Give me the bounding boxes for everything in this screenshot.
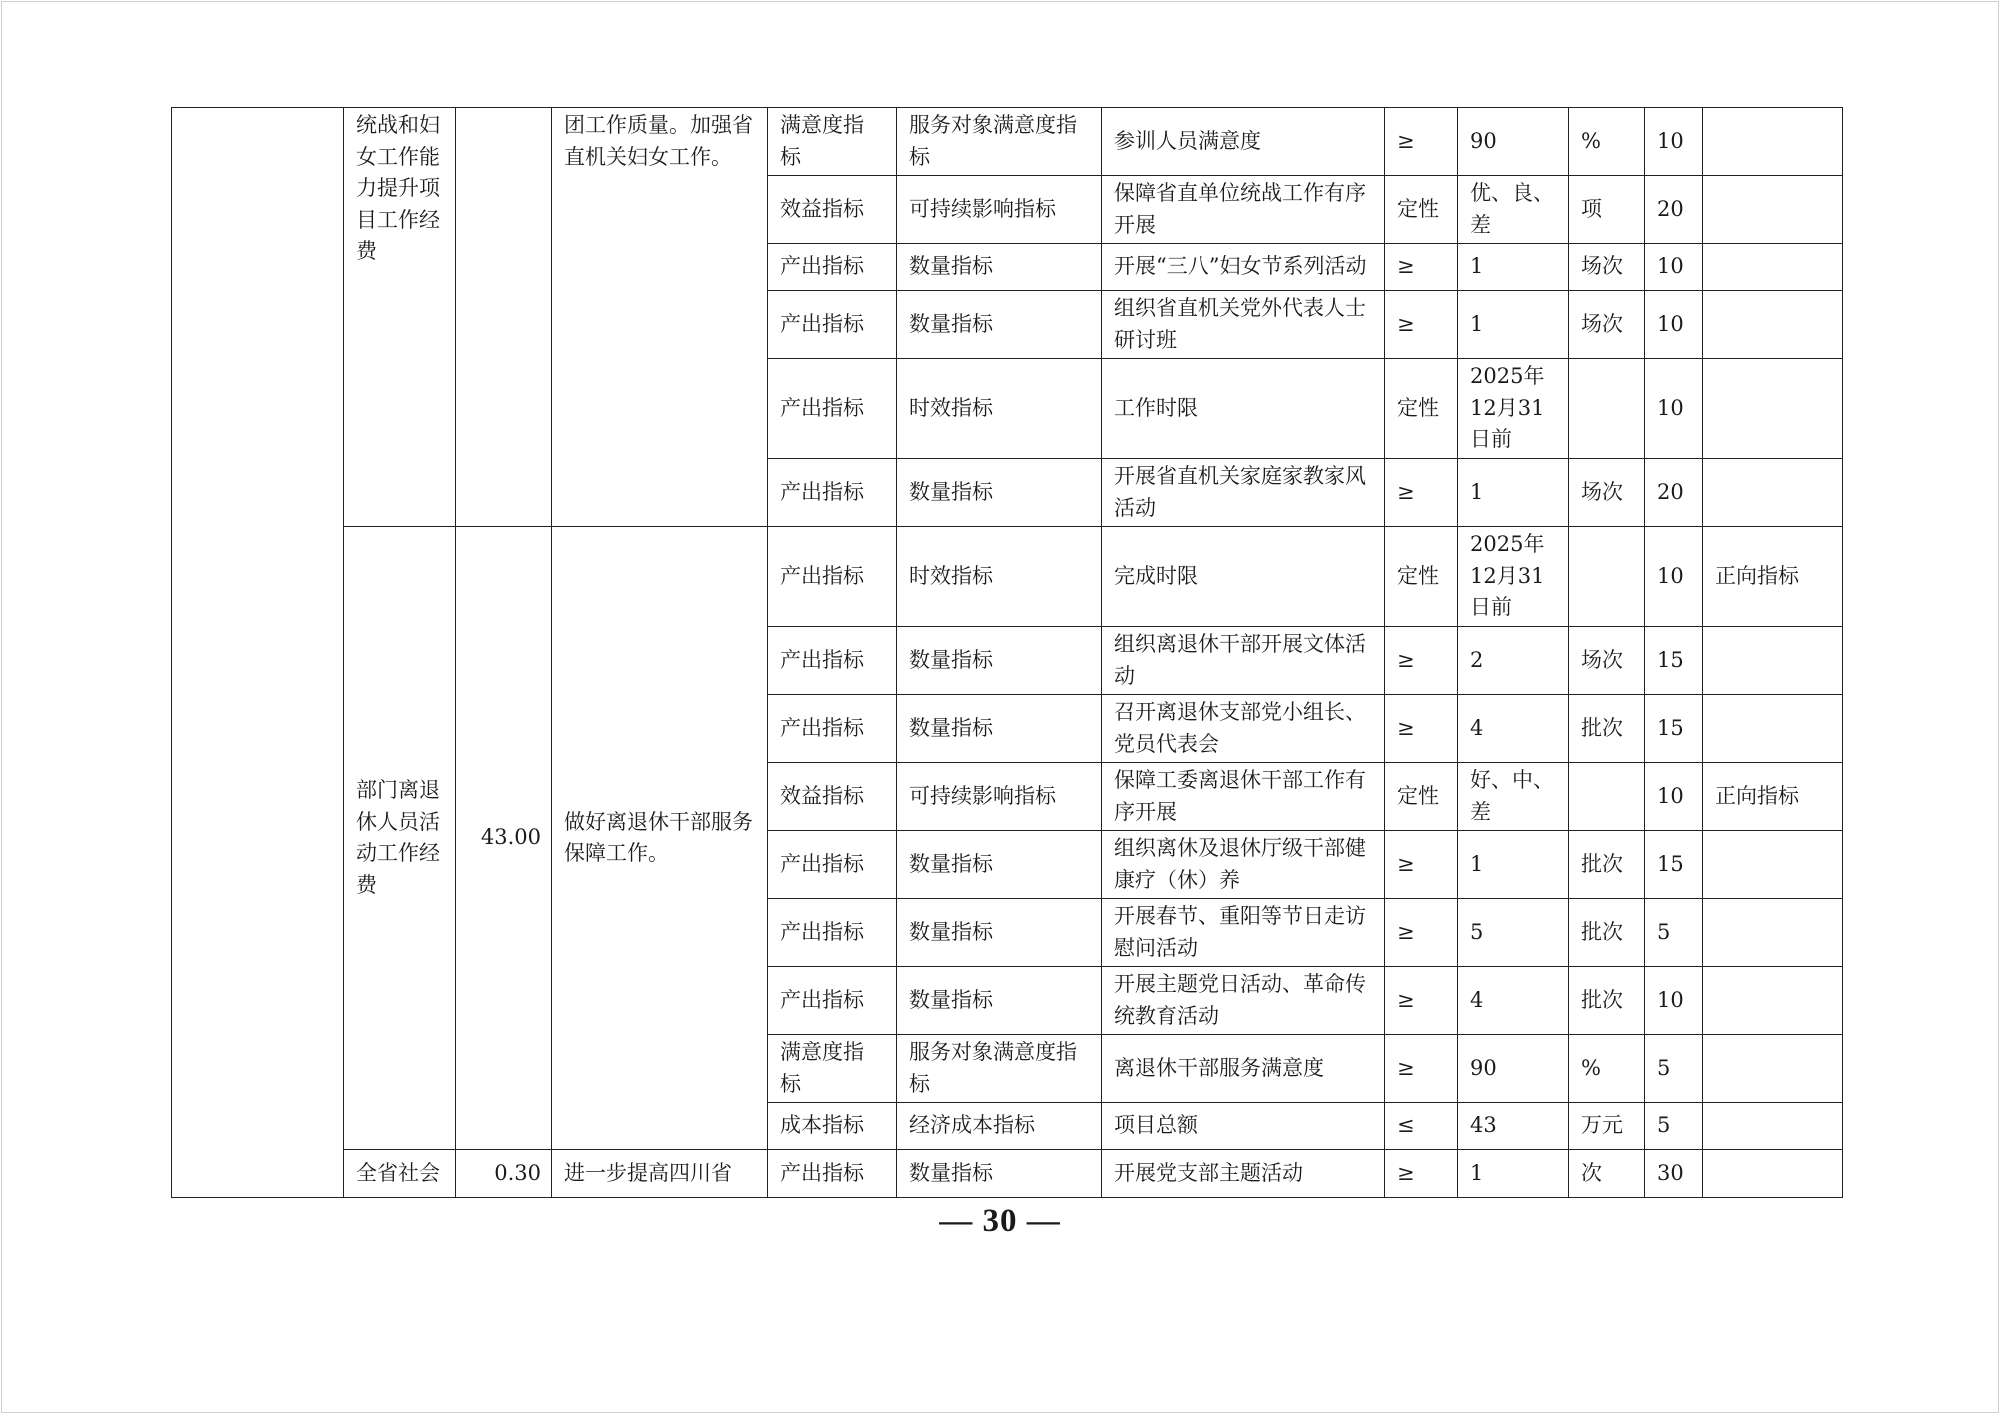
note-cell [1703, 1035, 1843, 1103]
weight-cell: 10 [1645, 108, 1703, 176]
target-value-cell: 4 [1458, 695, 1569, 763]
level3-indicator-cell: 开展党支部主题活动 [1102, 1150, 1385, 1198]
operator-cell: ≥ [1385, 459, 1458, 527]
unit-cell: 批次 [1569, 831, 1645, 899]
target-value-cell: 4 [1458, 967, 1569, 1035]
weight-cell: 15 [1645, 831, 1703, 899]
target-value-cell: 2025年12月31日前 [1458, 359, 1569, 459]
level2-indicator-cell: 经济成本指标 [897, 1103, 1102, 1150]
target-value-cell: 1 [1458, 1150, 1569, 1198]
level2-indicator-cell: 数量指标 [897, 291, 1102, 359]
level1-indicator-cell: 产出指标 [768, 831, 897, 899]
weight-cell: 10 [1645, 291, 1703, 359]
level3-indicator-cell: 项目总额 [1102, 1103, 1385, 1150]
level1-indicator-cell: 产出指标 [768, 899, 897, 967]
note-cell: 正向指标 [1703, 527, 1843, 627]
weight-cell: 15 [1645, 627, 1703, 695]
weight-cell: 5 [1645, 899, 1703, 967]
note-cell [1703, 1150, 1843, 1198]
unit-cell: 批次 [1569, 695, 1645, 763]
note-cell [1703, 459, 1843, 527]
target-value-cell: 90 [1458, 108, 1569, 176]
unit-cell: 场次 [1569, 627, 1645, 695]
level3-indicator-cell: 保障工委离退休干部工作有序开展 [1102, 763, 1385, 831]
note-cell: 正向指标 [1703, 763, 1843, 831]
note-cell [1703, 967, 1843, 1035]
weight-cell: 10 [1645, 967, 1703, 1035]
level2-indicator-cell: 数量指标 [897, 831, 1102, 899]
level1-indicator-cell: 产出指标 [768, 359, 897, 459]
weight-cell: 10 [1645, 763, 1703, 831]
level1-indicator-cell: 产出指标 [768, 291, 897, 359]
unit-cell [1569, 527, 1645, 627]
level2-indicator-cell: 数量指标 [897, 695, 1102, 763]
note-cell [1703, 108, 1843, 176]
level2-indicator-cell: 数量指标 [897, 244, 1102, 291]
weight-cell: 5 [1645, 1103, 1703, 1150]
project-objective-cell: 做好离退休干部服务保障工作。 [552, 527, 768, 1150]
weight-cell: 10 [1645, 244, 1703, 291]
unit-cell [1569, 763, 1645, 831]
target-value-cell: 2 [1458, 627, 1569, 695]
target-value-cell: 90 [1458, 1035, 1569, 1103]
target-value-cell: 1 [1458, 291, 1569, 359]
project-amount-cell: 43.00 [456, 527, 552, 1150]
note-cell [1703, 695, 1843, 763]
table-row [172, 527, 1843, 627]
level1-indicator-cell: 产出指标 [768, 244, 897, 291]
weight-cell: 15 [1645, 695, 1703, 763]
note-cell [1703, 627, 1843, 695]
level1-indicator-cell: 产出指标 [768, 627, 897, 695]
project-amount-cell: 0.30 [456, 1150, 552, 1198]
page-number: — 30 — [939, 1203, 1061, 1239]
operator-cell: ≥ [1385, 967, 1458, 1035]
level1-indicator-cell: 效益指标 [768, 176, 897, 244]
note-cell [1703, 359, 1843, 459]
unit-cell: 场次 [1569, 244, 1645, 291]
department-cell [172, 108, 344, 1198]
level2-indicator-cell: 时效指标 [897, 527, 1102, 627]
level3-indicator-cell: 开展主题党日活动、革命传统教育活动 [1102, 967, 1385, 1035]
operator-cell: 定性 [1385, 763, 1458, 831]
level1-indicator-cell: 成本指标 [768, 1103, 897, 1150]
note-cell [1703, 244, 1843, 291]
operator-cell: ≥ [1385, 108, 1458, 176]
level1-indicator-cell: 产出指标 [768, 527, 897, 627]
level2-indicator-cell: 服务对象满意度指标 [897, 1035, 1102, 1103]
level2-indicator-cell: 数量指标 [897, 899, 1102, 967]
level3-indicator-cell: 组织离休及退休厅级干部健康疗（休）养 [1102, 831, 1385, 899]
level3-indicator-cell: 完成时限 [1102, 527, 1385, 627]
target-value-cell: 1 [1458, 831, 1569, 899]
operator-cell: 定性 [1385, 527, 1458, 627]
level2-indicator-cell: 数量指标 [897, 627, 1102, 695]
level2-indicator-cell: 时效指标 [897, 359, 1102, 459]
level3-indicator-cell: 工作时限 [1102, 359, 1385, 459]
level1-indicator-cell: 产出指标 [768, 1150, 897, 1198]
level2-indicator-cell: 可持续影响指标 [897, 176, 1102, 244]
note-cell [1703, 176, 1843, 244]
level2-indicator-cell: 数量指标 [897, 967, 1102, 1035]
level3-indicator-cell: 保障省直单位统战工作有序开展 [1102, 176, 1385, 244]
operator-cell: ≥ [1385, 695, 1458, 763]
unit-cell: 项 [1569, 176, 1645, 244]
operator-cell: ≥ [1385, 899, 1458, 967]
performance-indicator-table [171, 107, 1843, 1198]
table-body [172, 108, 1843, 1198]
target-value-cell: 1 [1458, 244, 1569, 291]
target-value-cell: 5 [1458, 899, 1569, 967]
unit-cell: 次 [1569, 1150, 1645, 1198]
target-value-cell: 优、良、差 [1458, 176, 1569, 244]
unit-cell: % [1569, 1035, 1645, 1103]
table-row [172, 108, 1843, 176]
weight-cell: 30 [1645, 1150, 1703, 1198]
project-amount-cell [456, 108, 552, 527]
level2-indicator-cell: 数量指标 [897, 459, 1102, 527]
level3-indicator-cell: 召开离退休支部党小组长、党员代表会 [1102, 695, 1385, 763]
level1-indicator-cell: 产出指标 [768, 967, 897, 1035]
level1-indicator-cell: 效益指标 [768, 763, 897, 831]
level2-indicator-cell: 可持续影响指标 [897, 763, 1102, 831]
operator-cell: 定性 [1385, 359, 1458, 459]
level1-indicator-cell: 产出指标 [768, 695, 897, 763]
project-objective-cell: 进一步提高四川省 [552, 1150, 768, 1198]
target-value-cell: 43 [1458, 1103, 1569, 1150]
level3-indicator-cell: 开展春节、重阳等节日走访慰问活动 [1102, 899, 1385, 967]
unit-cell: 场次 [1569, 291, 1645, 359]
operator-cell: ≤ [1385, 1103, 1458, 1150]
note-cell [1703, 1103, 1843, 1150]
level2-indicator-cell: 服务对象满意度指标 [897, 108, 1102, 176]
level1-indicator-cell: 满意度指标 [768, 108, 897, 176]
project-name-cell: 部门离退休人员活动工作经费 [344, 527, 456, 1150]
level3-indicator-cell: 离退休干部服务满意度 [1102, 1035, 1385, 1103]
target-value-cell: 好、中、差 [1458, 763, 1569, 831]
project-name-cell: 统战和妇女工作能力提升项目工作经费 [344, 108, 456, 527]
weight-cell: 5 [1645, 1035, 1703, 1103]
weight-cell: 20 [1645, 459, 1703, 527]
operator-cell: ≥ [1385, 831, 1458, 899]
level3-indicator-cell: 参训人员满意度 [1102, 108, 1385, 176]
unit-cell: 批次 [1569, 967, 1645, 1035]
level3-indicator-cell: 组织省直机关党外代表人士研讨班 [1102, 291, 1385, 359]
weight-cell: 20 [1645, 176, 1703, 244]
unit-cell [1569, 359, 1645, 459]
target-value-cell: 1 [1458, 459, 1569, 527]
level3-indicator-cell: 组织离退休干部开展文体活动 [1102, 627, 1385, 695]
note-cell [1703, 831, 1843, 899]
note-cell [1703, 291, 1843, 359]
level1-indicator-cell: 产出指标 [768, 459, 897, 527]
project-name-cell: 全省社会 [344, 1150, 456, 1198]
level2-indicator-cell: 数量指标 [897, 1150, 1102, 1198]
unit-cell: 批次 [1569, 899, 1645, 967]
note-cell [1703, 899, 1843, 967]
operator-cell: ≥ [1385, 1150, 1458, 1198]
unit-cell: 场次 [1569, 459, 1645, 527]
level1-indicator-cell: 满意度指标 [768, 1035, 897, 1103]
table-row [172, 1150, 1843, 1198]
weight-cell: 10 [1645, 359, 1703, 459]
operator-cell: 定性 [1385, 176, 1458, 244]
operator-cell: ≥ [1385, 627, 1458, 695]
project-objective-cell: 团工作质量。加强省直机关妇女工作。 [552, 108, 768, 527]
unit-cell: % [1569, 108, 1645, 176]
weight-cell: 10 [1645, 527, 1703, 627]
operator-cell: ≥ [1385, 244, 1458, 291]
target-value-cell: 2025年12月31日前 [1458, 527, 1569, 627]
level3-indicator-cell: 开展省直机关家庭家教家风活动 [1102, 459, 1385, 527]
operator-cell: ≥ [1385, 1035, 1458, 1103]
level3-indicator-cell: 开展“三八”妇女节系列活动 [1102, 244, 1385, 291]
operator-cell: ≥ [1385, 291, 1458, 359]
unit-cell: 万元 [1569, 1103, 1645, 1150]
